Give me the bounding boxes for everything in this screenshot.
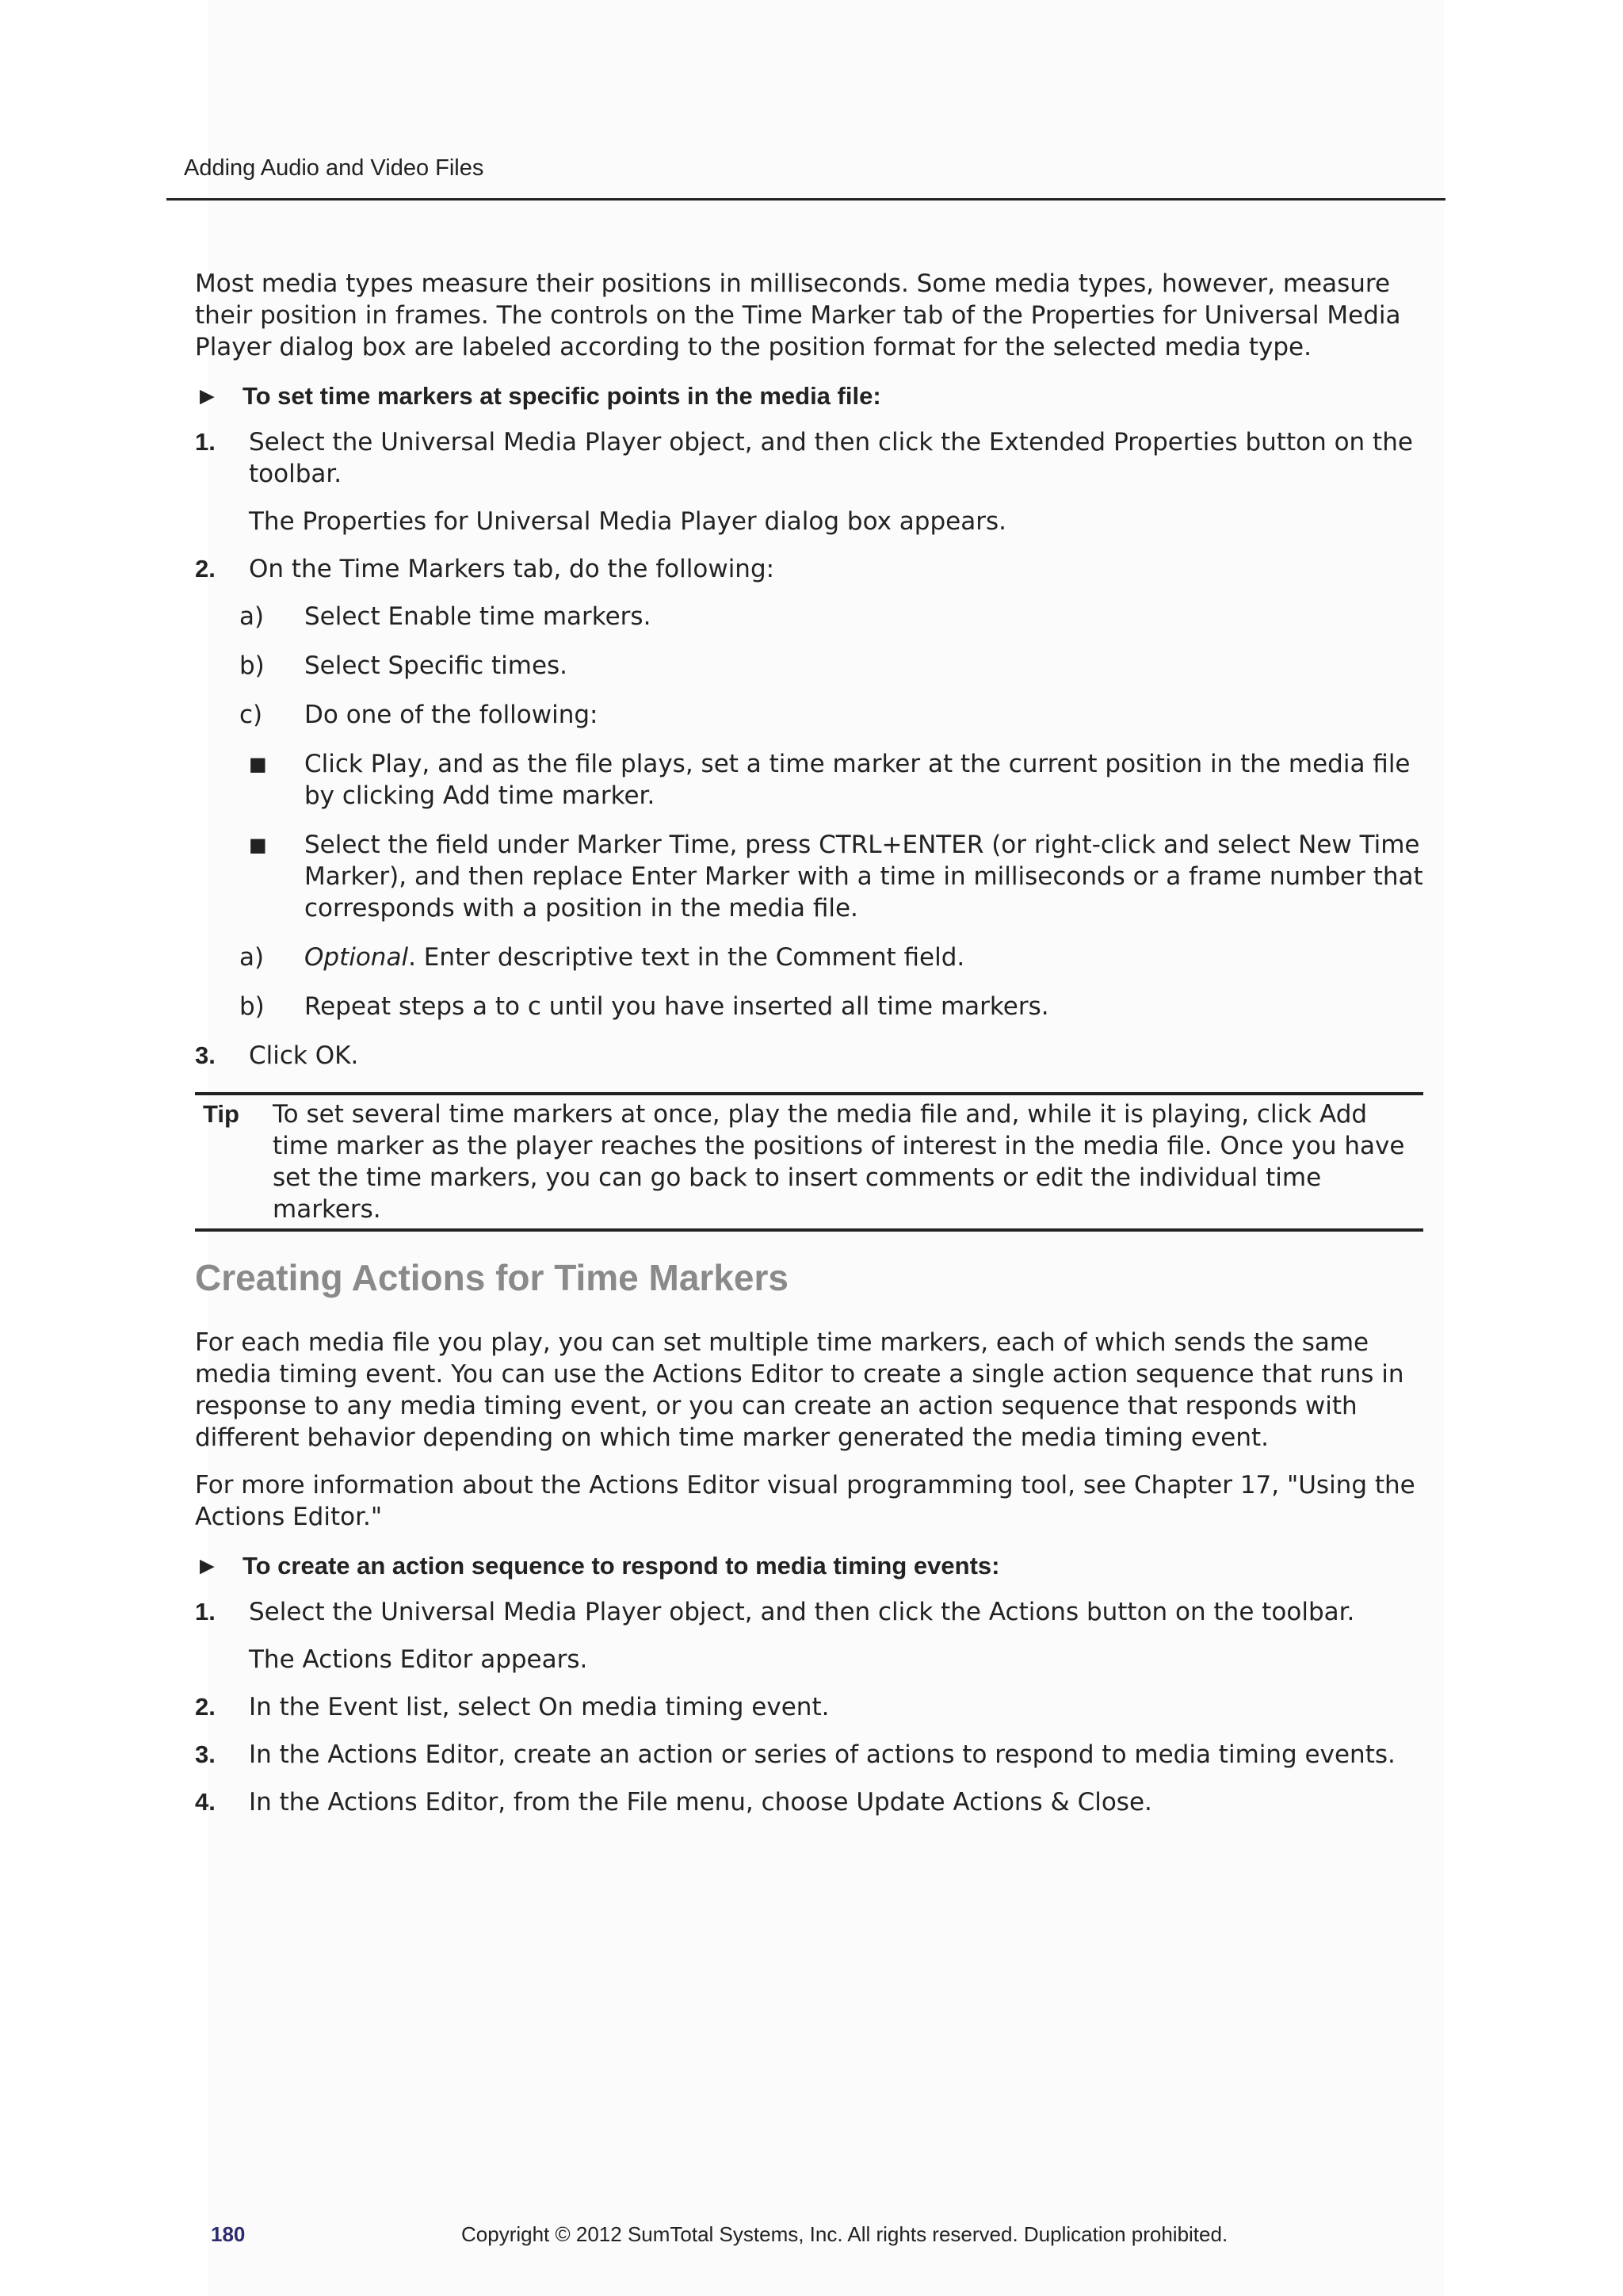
step-number: 2. [195,1693,216,1721]
tip-box [195,1092,1423,1232]
step-3 [195,1040,1423,1072]
bullet-square-icon: ■ [249,753,267,775]
step-text: Select the Universal Media Player object, and then click the Extended Properties button on the toolbar. [249,428,1413,488]
step-2 [195,553,1423,585]
substep-text [304,942,964,973]
substep-text: Do one of the following: [304,701,598,729]
step-number: 3. [195,1740,216,1768]
header-rule [166,198,1445,201]
step-1 [195,426,1423,490]
substep-letter: a) [239,602,265,631]
substep-c [195,699,1423,731]
bullet-item-1 [195,748,1423,812]
step-number: 3. [195,1041,216,1069]
step-1 [195,1596,1423,1628]
procedure-heading-time-markers [195,380,1423,412]
substep-a [195,601,1423,632]
step-number: 4. [195,1788,216,1816]
bullet-text: Select the field under Marker Time, press CTRL+ENTER (or right-click and select New Time Marker), and then replace Enter Marker with a time in milliseconds or a frame number that corresponds with a position in the media file. [304,831,1423,923]
substep-letter: c) [239,701,263,729]
page-number: 180 [211,2222,246,2246]
step-text: In the Event list, select On media timing event. [249,1693,830,1721]
tip-label: Tip [203,1100,239,1128]
substep-text: Select Specific times. [304,651,568,680]
section-paragraph-1: For each media file you play, you can set multiple time markers, each of which sends the same media timing event. You can use the Actions Editor to create a single action sequence that runs in response to any media timing event, or you can create an action sequence that responds with different behavior depending on which time marker generated the media timing event. [195,1328,1404,1452]
substep-text: Repeat steps a to c until you have inserted all time markers. [304,992,1049,1021]
bullet-square-icon: ■ [249,834,267,856]
procedure-heading-actions [195,1550,1423,1582]
substep-optional [195,942,1423,973]
step-text: Click OK. [249,1041,359,1070]
step-2 [195,1691,1423,1723]
procedure-heading-text: To create an action sequence to respond to media timing events: [242,1552,1000,1580]
substep-text-rest: . Enter descriptive text in the Comment field. [408,943,965,972]
substep-text: Select Enable time markers. [304,602,651,631]
step-text: On the Time Markers tab, do the following: [249,555,775,583]
optional-label: Optional [304,943,409,972]
step-text: Select the Universal Media Player object, and then click the Actions button on the toolbar. [249,1598,1355,1626]
tip-text: To set several time markers at once, play the media file and, while it is playing, click Add time marker as the player reaches the positions of interest in the media file. Once you have set the time markers, you can go back to insert comments or edit the individual time markers. [273,1100,1405,1224]
procedure-arrow-icon: ► [195,382,220,410]
copyright-notice: Copyright © 2012 SumTotal Systems, Inc. All rights reserved. Duplication prohibited. [461,2222,1228,2246]
step-number: 1. [195,428,216,456]
step-result: The Properties for Universal Media Player dialog box appears. [249,507,1006,536]
bullet-text: Click Play, and as the file plays, set a time marker at the current position in the media file by clicking Add time marker. [304,750,1411,810]
procedure-heading-text: To set time markers at specific points in the media file: [242,382,881,410]
step-3 [195,1739,1423,1771]
running-header: Adding Audio and Video Files [184,155,484,181]
step-result: The Actions Editor appears. [249,1645,588,1674]
substep-letter: b) [239,651,265,680]
bullet-item-2 [195,829,1423,924]
intro-paragraph: Most media types measure their positions in milliseconds. Some media types, however, measure their position in frames. The controls on the Time Marker tab of the Properties for Universal Media Player dialog box are labeled according to the position format for the selected media type. [195,269,1401,361]
section-title: Creating Actions for Time Markers [195,1257,789,1298]
section-paragraph-2: For more information about the Actions Editor visual programming tool, see Chapter 17, "Using the Actions Editor." [195,1471,1415,1531]
substep-letter: b) [239,992,265,1021]
step-4 [195,1786,1423,1818]
substep-letter: a) [239,943,265,972]
procedure-arrow-icon: ► [195,1552,220,1580]
step-number: 2. [195,555,216,583]
page-content [195,268,1423,1834]
substep-repeat [195,991,1423,1022]
step-number: 1. [195,1598,216,1626]
step-text: In the Actions Editor, create an action or series of actions to respond to media timing events. [249,1740,1396,1769]
substep-b [195,650,1423,682]
step-text: In the Actions Editor, from the File menu, choose Update Actions & Close. [249,1788,1152,1817]
